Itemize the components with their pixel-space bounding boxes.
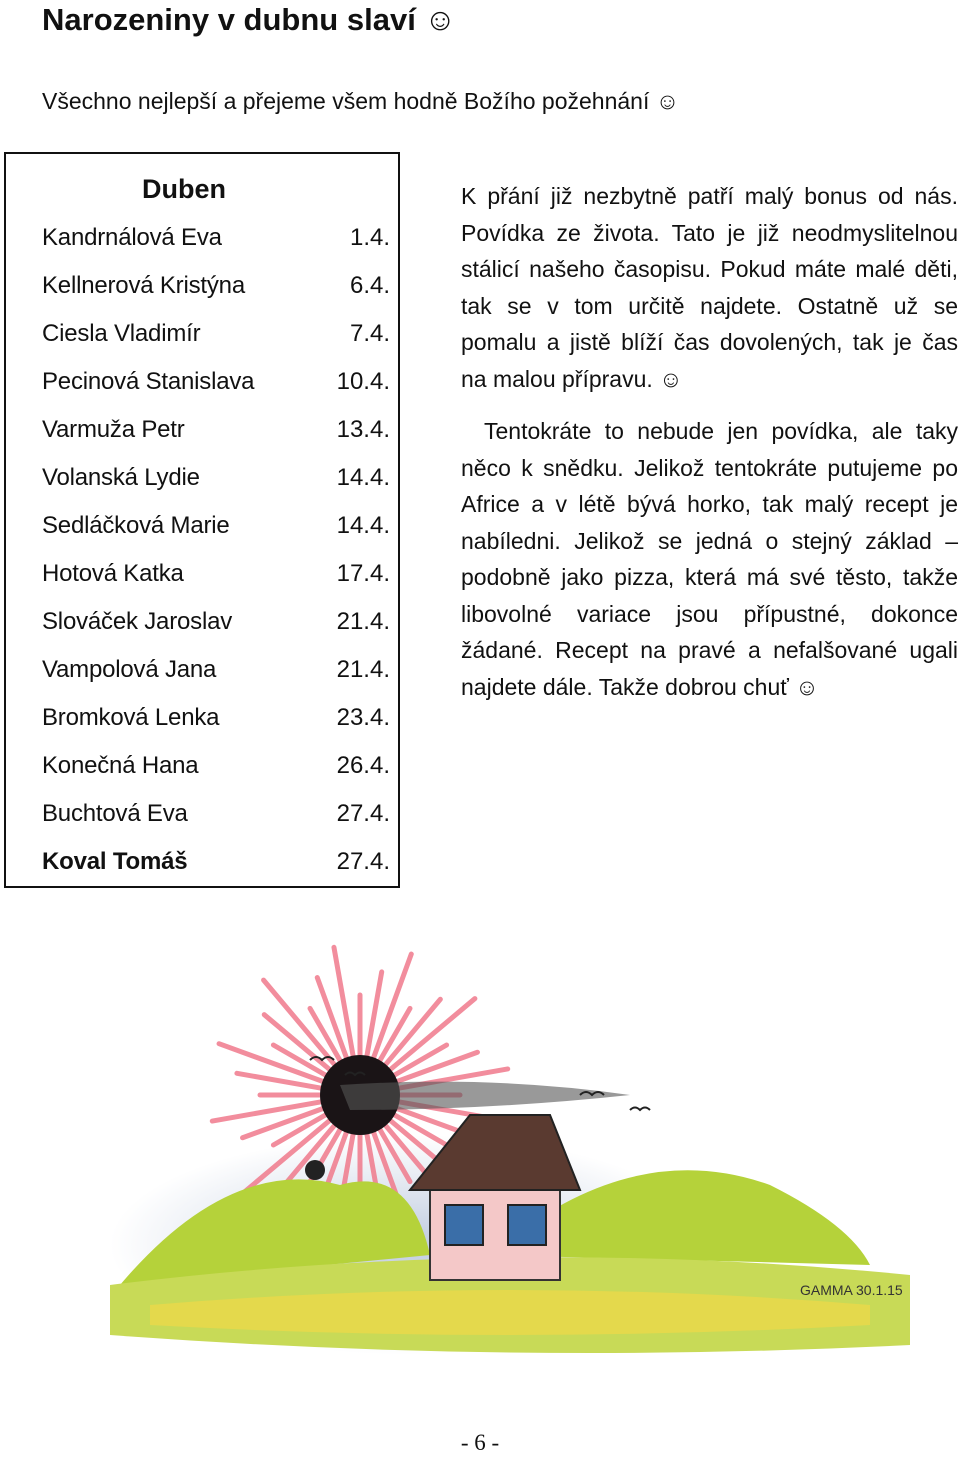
list-item bbox=[42, 458, 390, 498]
person-name: Slováček Jaroslav bbox=[42, 608, 233, 635]
month-heading: Duben bbox=[142, 174, 226, 204]
smoke-icon bbox=[340, 1082, 630, 1110]
list-item bbox=[42, 602, 390, 642]
tree-icon bbox=[305, 1160, 325, 1180]
birthday-date: 21.4. bbox=[336, 656, 390, 683]
birthday-box bbox=[4, 152, 400, 888]
list-item bbox=[42, 218, 390, 258]
birthday-date: 6.4. bbox=[349, 272, 390, 299]
person-name: Koval Tomáš bbox=[42, 848, 188, 875]
page-title: Narozeniny v dubnu slaví ☺ bbox=[42, 2, 457, 37]
sun-ray bbox=[334, 947, 354, 1060]
person-name: Ciesla Vladimír bbox=[42, 320, 201, 347]
list-item bbox=[42, 266, 390, 306]
person-name: Kandrnálová Eva bbox=[42, 224, 222, 251]
birthday-date: 17.4. bbox=[336, 560, 390, 587]
birthday-date: 1.4. bbox=[349, 224, 390, 251]
person-name: Hotová Katka bbox=[42, 560, 184, 587]
article-paragraph-1: K přání již nezbytně patří malý bonus od nás. Povídka ze života. Tato je již neodmyslitelnou stálicí našeho časopisu. Pokud máte malé děti, tak se v tom určitě najdete. Ostatně už se pomalu a jistě blíží čas dovolených, tak je čas na malou přípravu. ☺ bbox=[461, 183, 958, 392]
birthday-date: 10.4. bbox=[336, 368, 390, 395]
list-item bbox=[42, 314, 390, 354]
person-name: Konečná Hana bbox=[42, 752, 199, 779]
birthday-date: 27.4. bbox=[336, 848, 390, 875]
greeting-line: Všechno nejlepší a přejeme všem hodně Božího požehnání ☺ bbox=[42, 88, 680, 114]
person-name: Vampolová Jana bbox=[42, 656, 217, 683]
birthday-date: 26.4. bbox=[336, 752, 390, 779]
list-item bbox=[42, 554, 390, 594]
birthday-date: 13.4. bbox=[336, 416, 390, 443]
house-sun-drawing bbox=[110, 925, 910, 1375]
person-name: Volanská Lydie bbox=[42, 464, 200, 491]
sun-ray bbox=[219, 1044, 327, 1083]
person-name: Bromková Lenka bbox=[42, 704, 220, 731]
person-name: Varmuža Petr bbox=[42, 416, 185, 443]
list-item bbox=[42, 650, 390, 690]
page-number: - 6 - bbox=[460, 1430, 500, 1455]
sun-ray bbox=[212, 1101, 325, 1121]
list-item bbox=[42, 362, 390, 402]
list-item bbox=[42, 746, 390, 786]
story-intro-article bbox=[461, 178, 958, 705]
sun-ray bbox=[372, 954, 411, 1062]
birthday-date: 23.4. bbox=[336, 704, 390, 731]
birthday-date: 27.4. bbox=[336, 800, 390, 827]
window-icon bbox=[445, 1205, 483, 1245]
artist-signature: GAMMA 30.1.15 bbox=[800, 1282, 903, 1298]
list-item bbox=[42, 698, 390, 738]
person-name: Sedláčková Marie bbox=[42, 512, 230, 539]
person-name: Buchtová Eva bbox=[42, 800, 188, 827]
list-item bbox=[42, 506, 390, 546]
article-paragraph-2: Tentokráte to nebude jen povídka, ale taky něco k snědku. Jelikož tentokráte putujeme po Africe a v létě bývá horko, tak malý recept je nabíledni. Jelikož se jedná o stejný základ – podobně jako pizza, která má své těsto, takže libovolné variace jsou přípustné, dokonce žádané. Recept na pravé a nefalšované ugali najdete dále. Takže dobrou chuť ☺ bbox=[461, 418, 958, 700]
list-item bbox=[42, 794, 390, 834]
birthday-date: 21.4. bbox=[336, 608, 390, 635]
birthday-date: 14.4. bbox=[336, 512, 390, 539]
window-icon bbox=[508, 1205, 546, 1245]
list-item bbox=[42, 410, 390, 450]
birthday-date: 7.4. bbox=[349, 320, 390, 347]
birthday-date: 14.4. bbox=[336, 464, 390, 491]
person-name: Kellnerová Kristýna bbox=[42, 272, 245, 299]
person-name: Pecinová Stanislava bbox=[42, 368, 255, 395]
list-item bbox=[42, 842, 390, 882]
